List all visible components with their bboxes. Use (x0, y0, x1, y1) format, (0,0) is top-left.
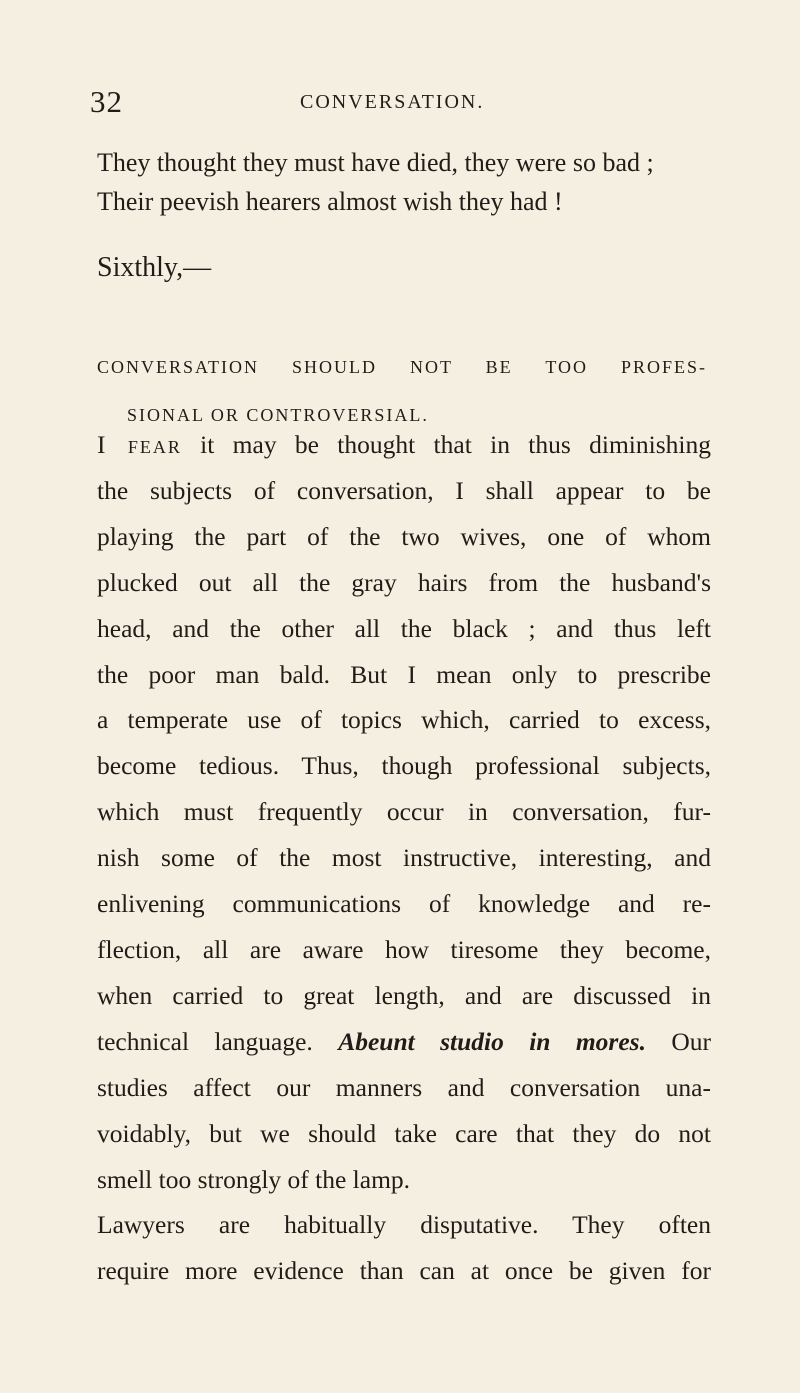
verse-line: Their peevish hearers almost wish they had ! (97, 187, 563, 216)
page-number: 32 (90, 84, 123, 119)
body-line: head, and the other all the black ; and thus left (97, 613, 711, 643)
body-line: Lawyers are habitually disputative. They often (97, 1210, 711, 1240)
body-text (97, 422, 711, 1294)
body-line: smell too strongly of the lamp. (97, 1164, 411, 1194)
body-line: the poor man bald. But I mean only to prescribe (97, 659, 711, 689)
section-number: Sixthly,— (97, 252, 212, 283)
verse-couplet (97, 143, 654, 221)
section-heading-line: SIONAL OR CONTROVERSIAL. (127, 405, 429, 425)
body-line: when carried to great length, and are discussed in (97, 980, 711, 1010)
body-line: nish some of the most instructive, interesting, and (97, 843, 711, 873)
body-line: become tedious. Thus, though professional subjects, (97, 751, 711, 781)
latin-phrase: Abeunt studio in mores. (338, 1026, 646, 1056)
body-line: which must frequently occur in conversation, fur- (97, 797, 711, 827)
body-line: plucked out all the gray hairs from the husband's (97, 567, 711, 597)
body-line: a temperate use of topics which, carried to excess, (97, 705, 711, 735)
body-line: enlivening communications of knowledge and re- (97, 889, 711, 919)
body-line-text: technical language. (97, 1026, 313, 1056)
section-heading-line: CONVERSATION SHOULD NOT BE TOO PROFES- (97, 357, 707, 377)
running-head: CONVERSATION. (300, 91, 485, 113)
body-line-text: it may be thought that in thus diminishing (181, 430, 711, 459)
dropcap-word: I fear (97, 430, 182, 459)
body-line-text: Our (645, 1026, 711, 1056)
body-line: voidably, but we should take care that they do not (97, 1118, 711, 1148)
body-line: require more evidence than can at once be given for (97, 1256, 711, 1286)
body-line: the subjects of conversation, I shall appear to be (97, 475, 711, 505)
body-line: studies affect our manners and conversation una- (97, 1072, 711, 1102)
body-line (97, 422, 711, 468)
body-line: playing the part of the two wives, one of whom (97, 521, 711, 551)
body-line: flection, all are aware how tiresome they become, (97, 934, 711, 964)
verse-line: They thought they must have died, they were so bad ; (97, 148, 654, 177)
body-line-latin (97, 1019, 711, 1065)
